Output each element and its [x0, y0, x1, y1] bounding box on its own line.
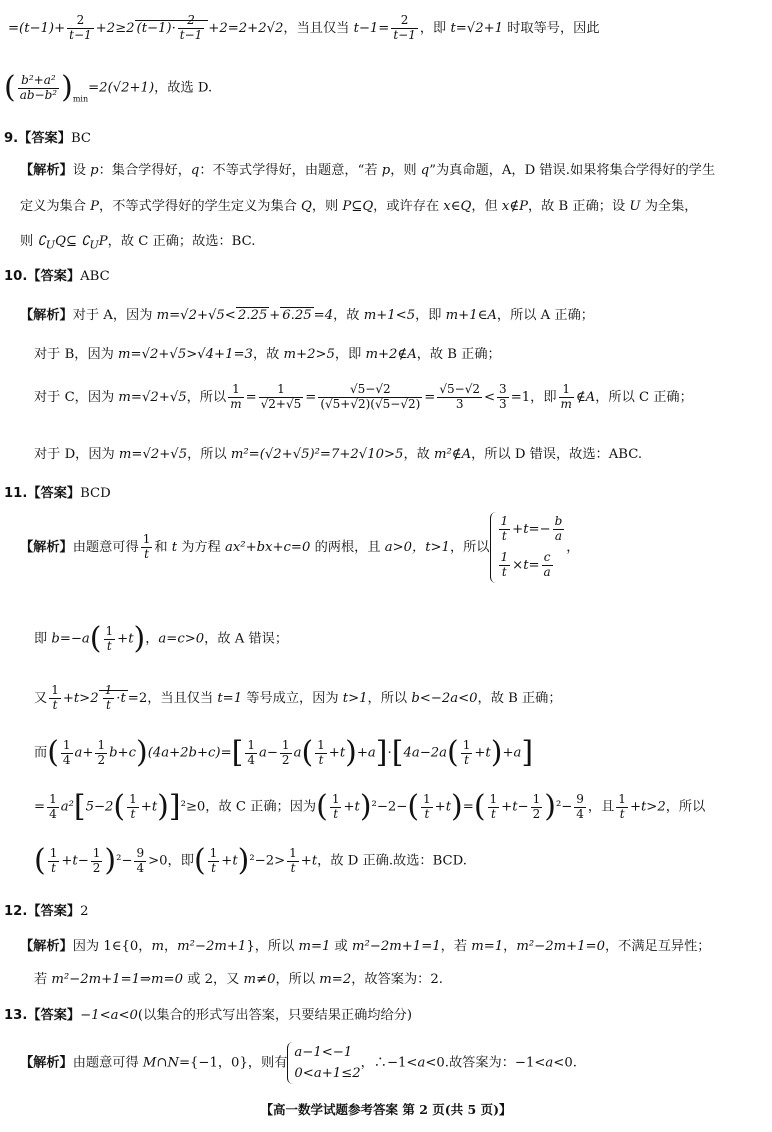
solution-line: 对于 B，因为 m=√2+√5>√4+1=3，故 m+2>5，即 m+2∉A，故 B 正确； — [34, 347, 501, 362]
solution-line: 即 b=−a( $\frac{1}{t}$ +t)，a=c>0，故 A 错误； — [34, 621, 289, 656]
solution-line: 若 m²−2m+1=1⇒m=0 或 2，又 m≠0，所以 m=2，故答案为：2. — [34, 972, 443, 987]
solution-line: 又 $\frac{1}{t}$ +t>2 $\frac{1}{t}$ ·t =2，当且仅当 t=1 等号成立，因为 t>1，所以 b<−2a<0，故 B 正确； — [34, 683, 562, 712]
solution-line: ( $\frac{1}{t}$ +t− $\frac{1}{2}$ )²− $\frac{9}{4}$ >0，即( $\frac{1}{t}$ +t)²−2> $\frac{1}{t}$ +t，故 D 正确.故选：BCD. — [34, 843, 467, 878]
answer-header-9: 9.【答案】BC — [4, 131, 91, 146]
solution-line: 【解析】由题意可得 $\frac{1}{t}$ 和 t 为方程 ax²+bx+c=0 的两根，且 a>0，t>1，所以 $\frac{1}{t}$ +t=− $\frac{b}{a}$ $\frac{1}{t}$ ×t= $\frac{c}{a}$ ， — [20, 512, 579, 583]
solution-line: 【解析】由题意可得 M∩N={−1，0}，则有 a−1<−1 0<a+1≤2 ，∴−1<a<0.故答案为：−1<a<0. — [20, 1042, 577, 1084]
solution-line: 对于 C，因为 m=√2+√5，所以 $\frac{1}{m}$ = $\frac{1}{√2+√5}$ = $\frac{√5-√2}{(√5+√2)(√5-√2)}$ = $\frac{√5-√2}{3}$ < $\frac{3}{3}$ =1，即 $\frac{1}{m}$ ∉A，所以 C 正确； — [34, 382, 693, 411]
solution-line: 对于 D，因为 m=√2+√5，所以 m²=(√2+√5)²=7+2√10>5，故 m²∉A，所以 D 错误，故选：ABC. — [34, 447, 643, 462]
solution-line: 定义为集合 P，不等式学得好的学生定义为集合 Q，则 P⊆Q，或许存在 x∈Q，但 x∉P，故 B 正确；设 U 为全集， — [20, 199, 698, 214]
answer-header-12: 12.【答案】2 — [4, 904, 89, 919]
answer-header-11: 11.【答案】BCD — [4, 486, 111, 501]
solution-line: 【解析】对于 A，因为 m=√2+√5< 2.25 + 6.25 =4，故 m+1<5，即 m+1∈A，所以 A 正确； — [20, 308, 594, 323]
page-footer: 【高一数学试题参考答案 第 2 页(共 5 页)】 — [260, 1102, 512, 1117]
solution-line: =(t−1)+ $\frac{2}{t-1}$ +2≥2 (t−1)· $\frac{2}{t-1}$ +2=2+2√2，当且仅当 t−1= $\frac{2}{t-1}$ ，即 t=√2+1 时取等号，因此 — [8, 13, 600, 42]
solution-line: = $\frac{1}{4}$ a²[5−2( $\frac{1}{t}$ +t)]²≥0，故 C 正确；因为( $\frac{1}{t}$ +t)²−2−( $\frac{1}{t}$ +t)=( $\frac{1}{t}$ +t− $\frac{1}{2}$ )²− $\frac{9}{4}$ ，且 $\frac{1}{t}$ +t>2，所以 — [34, 789, 706, 824]
answer-header-13: 13.【答案】−1<a<0(以集合的形式写出答案，只要结果正确均给分) — [4, 1008, 412, 1023]
solution-line: 则 $∁_UQ⊆$ $∁_UP$，故 C 正确；故选：BC. — [20, 234, 256, 252]
solution-line: ( $\frac{\text{b²+a²}}{\text{ab−b²}}$ )$_{min}=2(√2+1)$，故选 D. — [4, 70, 213, 105]
solution-line: 【解析】设 p：集合学得好，q：不等式学得好，由题意，“若 p，则 q”为真命题，A，D 错误.如果将集合学得好的学生 — [20, 163, 716, 178]
solution-line: 【解析】因为 1∈{0，m，m²−2m+1}，所以 m=1 或 m²−2m+1=1，若 m=1，m²−2m+1=0，不满足互异性； — [20, 939, 711, 954]
solution-line: 而( $\frac{1}{4}$ a+ $\frac{1}{2}$ b+c)(4a+2b+c)=[ $\frac{1}{4}$ a− $\frac{1}{2}$ a( $\frac{1}{t}$ +t)+a]·[4a−2a( $\frac{1}{t}$ +t)+a] — [34, 735, 534, 770]
answer-header-10: 10.【答案】ABC — [4, 269, 110, 284]
